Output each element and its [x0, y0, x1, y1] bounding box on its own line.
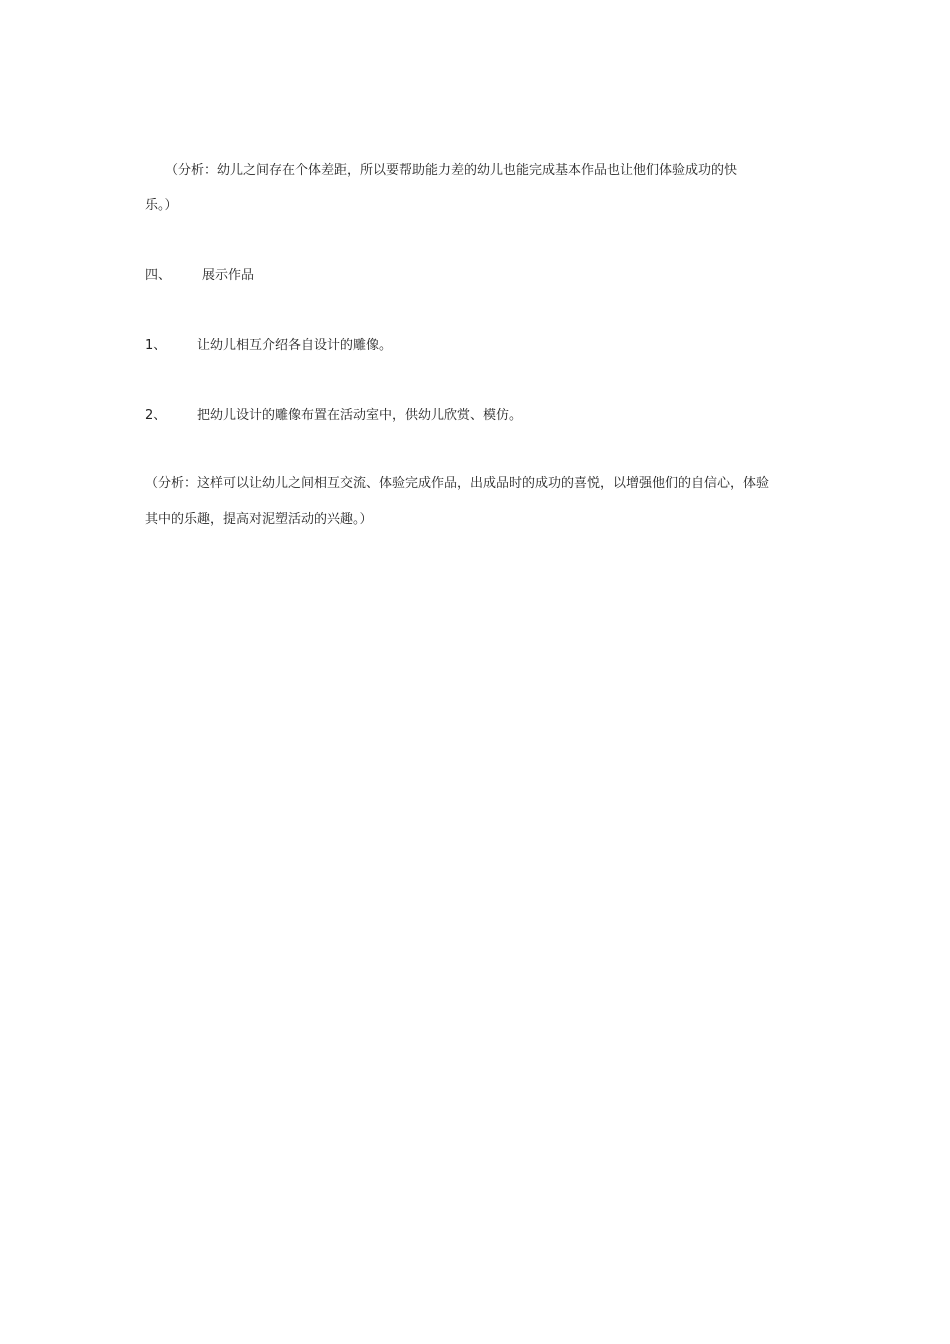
list-item-number: 1、 — [145, 338, 167, 353]
section-number: 四、 — [145, 268, 172, 283]
analysis-paragraph-2-line-1: （分析：这样可以让幼儿之间相互交流、体验完成作品，出成品时的成功的喜悦，以增强他们的自信心，体验 — [145, 476, 770, 491]
list-item-text: 让幼儿相互介绍各自设计的雕像。 — [197, 338, 393, 353]
list-item — [145, 407, 522, 425]
list-item — [145, 337, 392, 355]
list-item-text: 把幼儿设计的雕像布置在活动室中，供幼儿欣赏、模仿。 — [197, 408, 523, 423]
analysis-paragraph-1-line-2: 乐。） — [145, 198, 178, 213]
list-item-number: 2、 — [145, 408, 167, 423]
section-title: 展示作品 — [202, 268, 255, 283]
analysis-paragraph-1-line-1: （分析：幼儿之间存在个体差距，所以要帮助能力差的幼儿也能完成基本作品也让他们体验成功的快 — [165, 163, 738, 178]
analysis-paragraph-2-line-2: 其中的乐趣，提高对泥塑活动的兴趣。） — [145, 512, 373, 527]
section-heading — [145, 267, 254, 285]
